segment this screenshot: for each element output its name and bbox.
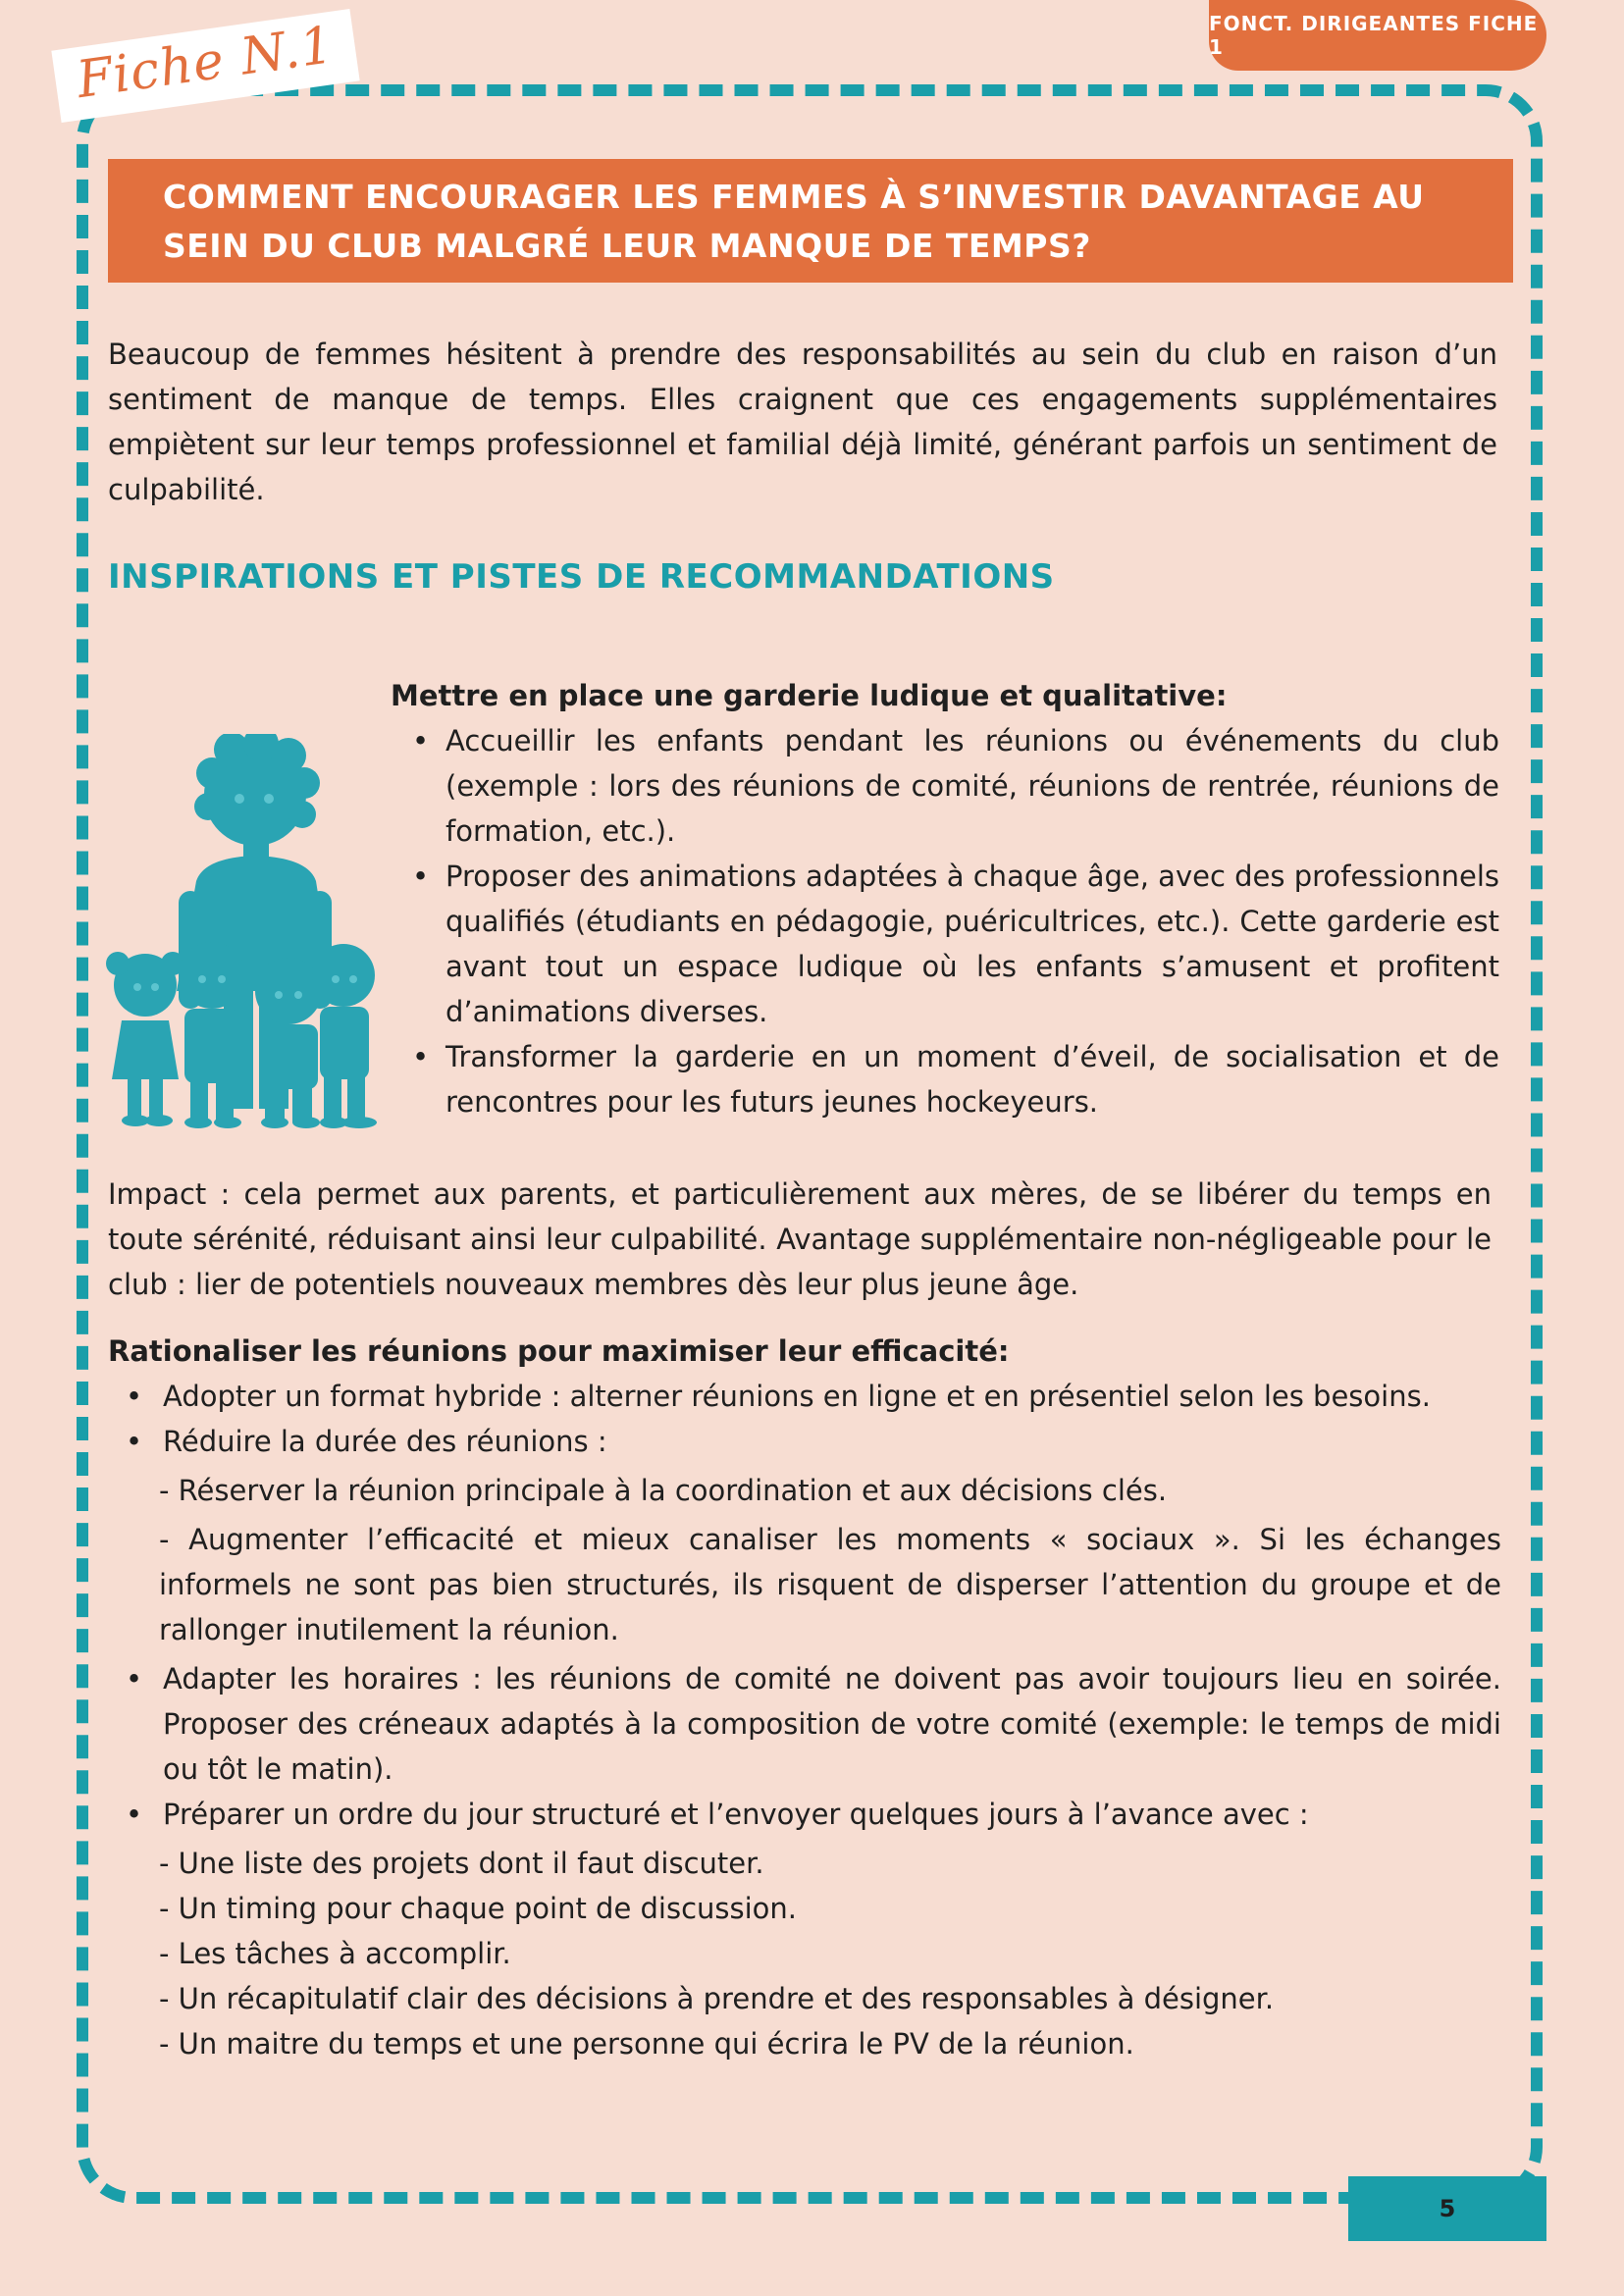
impact-paragraph: Impact : cela permet aux parents, et particulièrement aux mères, de se libérer du temps en toute sérénité, réduisant ainsi leur culpabilité. Avantage supplémentaire non-négligeable pour le club : lier de potentiels nouveaux membres dès leur plus jeune âge. <box>108 1177 1492 1301</box>
list-item: • Adapter les horaires : les réunions de comité ne doivent pas avoir toujours lieu en soirée. Proposer des créneaux adaptés à la composition de votre comité (exemple: le temps de midi ou tôt le matin). <box>108 1656 1501 1792</box>
list-item: • Préparer un ordre du jour structuré et l’envoyer quelques jours à l’avance avec : <box>108 1792 1501 1837</box>
garderie-list <box>391 718 1499 1124</box>
sub-item: - Une liste des projets dont il faut discuter. <box>159 1847 764 1880</box>
rationaliser-section <box>108 1329 1501 2066</box>
sub-item: - Réserver la réunion principale à la coordination et aux décisions clés. <box>159 1474 1168 1507</box>
list-item: • Accueillir les enfants pendant les réunions ou événements du club (exemple : lors des réunions de comité, réunions de rentrée, réunions de formation, etc.). <box>391 718 1499 854</box>
page-title <box>108 159 1513 283</box>
page-title-line-1: COMMENT ENCOURAGER LES FEMMES À S’INVESTIR DAVANTAGE AU <box>163 178 1425 216</box>
list-item: • Réduire la durée des réunions : <box>108 1419 1501 1464</box>
page-number: 5 <box>1348 2176 1546 2241</box>
rationaliser-list-continued <box>108 1656 1501 1837</box>
rationaliser-sublist-1 <box>108 1468 1501 1652</box>
garderie-section <box>391 673 1499 1124</box>
list-item: • Proposer des animations adaptées à chaque âge, avec des professionnels qualifiés (étudiants en pédagogie, puéricultrices, etc.). Cette garderie est avant tout un espace ludique où les enfants s’amusent et profitent d’animations diverses. <box>391 854 1499 1034</box>
sub-item: - Les tâches à accomplir. <box>159 1937 511 1970</box>
sub-item: - Un timing pour chaque point de discussion. <box>159 1892 798 1925</box>
document-tab-label: FONCT. DIRIGEANTES FICHE 1 <box>1209 0 1546 71</box>
rationaliser-sublist-2 <box>108 1841 1501 2066</box>
rationaliser-heading: Rationaliser les réunions pour maximiser leur efficacité: <box>108 1334 1010 1368</box>
rationaliser-list <box>108 1374 1501 1464</box>
family-group-icon <box>106 734 391 1128</box>
fiche-label: Fiche N.1 <box>51 9 360 123</box>
sub-item: - Augmenter l’efficacité et mieux canaliser les moments « sociaux ». Si les échanges informels ne sont pas bien structurés, ils risquent de disperser l’attention du groupe et de rallonger inutilement la réunion. <box>159 1523 1501 1646</box>
garderie-heading: Mettre en place une garderie ludique et qualitative: <box>391 679 1228 712</box>
intro-paragraph: Beaucoup de femmes hésitent à prendre des responsabilités au sein du club en raison d’un sentiment de manque de temps. Elles craignent que ces engagements supplémentaires empiètent sur leur temps professionnel et familial déjà limité, générant parfois un sentiment de culpabilité. <box>108 338 1497 506</box>
list-item: • Transformer la garderie en un moment d’éveil, de socialisation et de rencontres pour les futurs jeunes hockeyeurs. <box>391 1034 1499 1124</box>
sub-item: - Un maitre du temps et une personne qui écrira le PV de la réunion. <box>159 2027 1134 2061</box>
section-heading: INSPIRATIONS ET PISTES DE RECOMMANDATIONS <box>108 557 1055 597</box>
page-title-line-2: SEIN DU CLUB MALGRÉ LEUR MANQUE DE TEMPS? <box>163 227 1091 265</box>
sub-item: - Un récapitulatif clair des décisions à prendre et des responsables à désigner. <box>159 1982 1275 2015</box>
list-item: • Adopter un format hybride : alterner réunions en ligne et en présentiel selon les besoins. <box>108 1374 1501 1419</box>
